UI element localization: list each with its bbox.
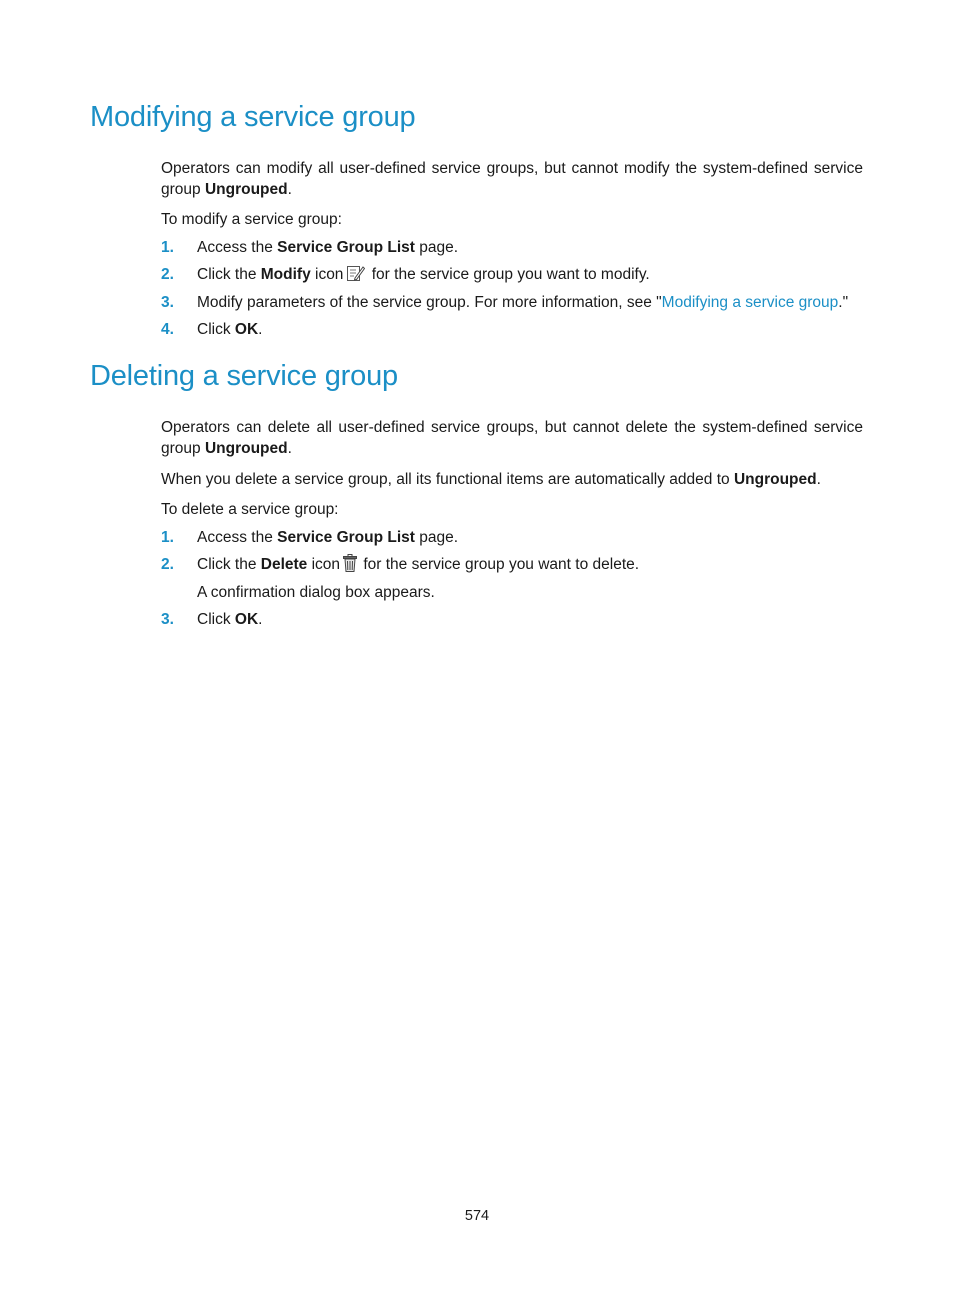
edit-icon (346, 264, 365, 288)
delete-lead-text: To delete a service group: (161, 501, 339, 518)
modify-step-1: Access the Service Group List page. (197, 239, 459, 256)
modify-intro-paragraph: Operators can modify all user-defined service groups, but cannot modify the system-defined service group Ungrouped. (161, 160, 863, 198)
delete-step-1: Access the Service Group List page. (197, 529, 459, 546)
step-number: 2. (161, 266, 174, 283)
modify-step-4: Click OK. (197, 321, 263, 338)
section-title-deleting: Deleting a service group (90, 360, 398, 392)
step-number: 4. (161, 321, 174, 338)
delete-step-note: A confirmation dialog box appears. (197, 584, 435, 601)
step-number: 3. (161, 611, 174, 628)
trash-icon (343, 554, 357, 578)
delete-step-3: Click OK. (197, 611, 263, 628)
delete-step-2: Click the Delete icon for the service group you want to delete. (197, 554, 639, 578)
step-number: 1. (161, 239, 174, 256)
delete-ungrouped-paragraph: When you delete a service group, all its functional items are automatically added to Ungrouped. (161, 471, 821, 488)
page-number: 574 (464, 1208, 490, 1224)
modify-step-3: Modify parameters of the service group. For more information, see "Modifying a service group." (197, 294, 849, 311)
step-number: 3. (161, 294, 174, 311)
section-title-modifying: Modifying a service group (90, 101, 416, 133)
step-number: 1. (161, 529, 174, 546)
step-number: 2. (161, 556, 174, 573)
delete-intro-paragraph: Operators can delete all user-defined service groups, but cannot delete the system-defined service group Ungrouped. (161, 419, 863, 457)
modifying-service-group-link[interactable]: Modifying a service group (661, 294, 839, 311)
modify-lead-text: To modify a service group: (161, 211, 342, 228)
modify-step-2: Click the Modify icon for the service group you want to modify. (197, 264, 650, 288)
